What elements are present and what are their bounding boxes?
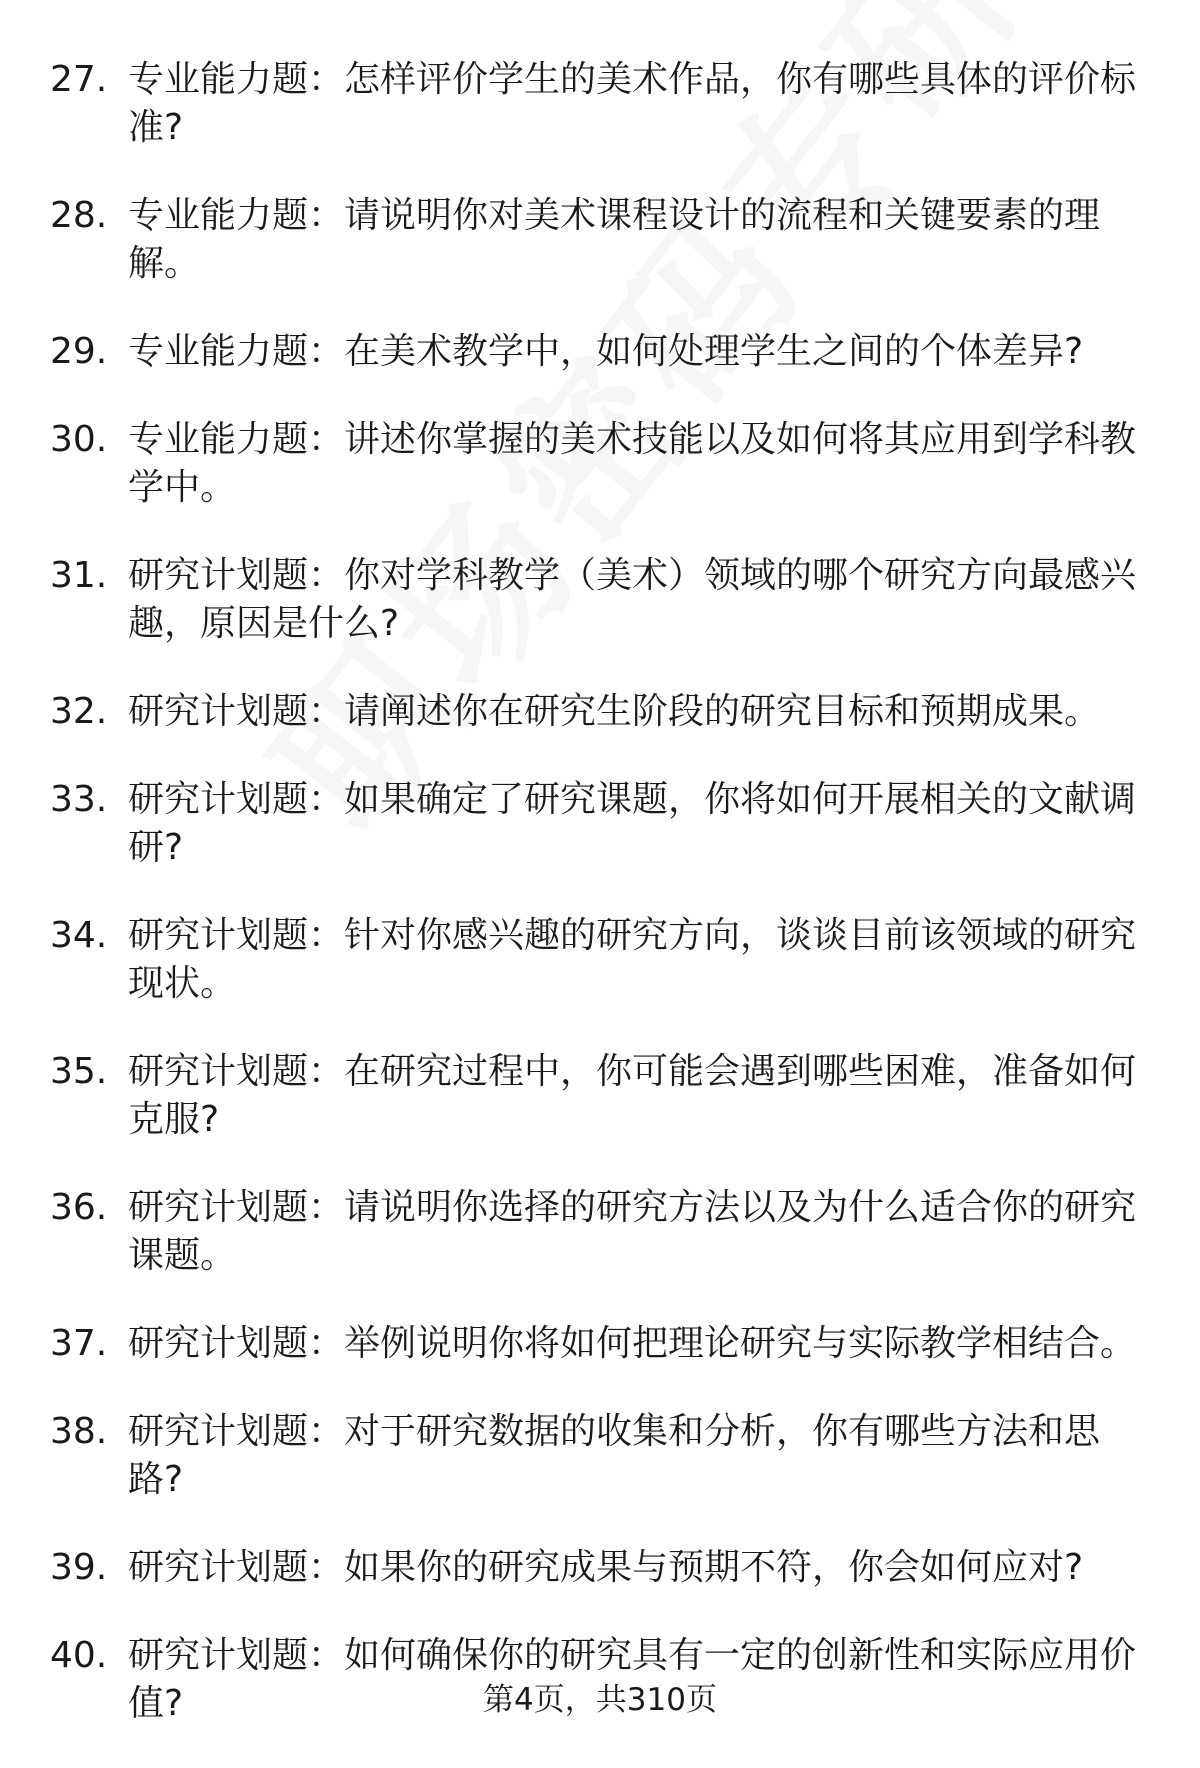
question-number: 32.: [50, 691, 108, 732]
question-text: 研究计划题：如何确保你的研究具有一定的创新性和实际应用价值?: [128, 1635, 1137, 1724]
question-item: [0, 1544, 1200, 1592]
question-text: 研究计划题：请说明你选择的研究方法以及为什么适合你的研究课题。: [128, 1187, 1137, 1276]
question-list: [0, 56, 1200, 1768]
question-item: [0, 1408, 1200, 1504]
page-footer: 第4页，共310页: [483, 1682, 717, 1718]
question-number: 31.: [50, 555, 108, 596]
question-text: 研究计划题：针对你感兴趣的研究方向，谈谈目前该领域的研究现状。: [128, 915, 1137, 1004]
question-item: [0, 552, 1200, 648]
question-number: 30.: [50, 419, 108, 460]
question-number: 37.: [50, 1323, 108, 1364]
question-number: 28.: [50, 195, 108, 236]
question-number: 34.: [50, 915, 108, 956]
question-text: 研究计划题：请阐述你在研究生阶段的研究目标和预期成果。: [128, 691, 1101, 732]
question-number: 29.: [50, 331, 108, 372]
question-item: [0, 776, 1200, 872]
question-text: 专业能力题：请说明你对美术课程设计的流程和关键要素的理解。: [128, 195, 1101, 284]
question-text: 专业能力题：怎样评价学生的美术作品，你有哪些具体的评价标准?: [128, 59, 1137, 148]
question-item: [0, 328, 1200, 376]
question-item: [0, 912, 1200, 1008]
question-item: [0, 1320, 1200, 1368]
question-text: 研究计划题：在研究过程中，你可能会遇到哪些困难，准备如何克服?: [128, 1051, 1137, 1140]
question-number: 36.: [50, 1187, 108, 1228]
question-text: 研究计划题：举例说明你将如何把理论研究与实际教学相结合。: [128, 1323, 1137, 1364]
question-number: 27.: [50, 59, 108, 100]
question-text: 研究计划题：你对学科教学（美术）领域的哪个研究方向最感兴趣，原因是什么?: [128, 555, 1137, 644]
question-text: 研究计划题：如果你的研究成果与预期不符，你会如何应对?: [128, 1547, 1084, 1588]
question-item: [0, 1048, 1200, 1144]
question-number: 40.: [50, 1635, 108, 1676]
question-item: [0, 416, 1200, 512]
question-text: 研究计划题：对于研究数据的收集和分析，你有哪些方法和思路?: [128, 1411, 1101, 1500]
question-item: [0, 56, 1200, 152]
question-item: [0, 1184, 1200, 1280]
question-number: 35.: [50, 1051, 108, 1092]
question-number: 38.: [50, 1411, 108, 1452]
question-text: 专业能力题：讲述你掌握的美术技能以及如何将其应用到学科教学中。: [128, 419, 1137, 508]
question-item: [0, 688, 1200, 736]
question-item: [0, 192, 1200, 288]
question-number: 33.: [50, 779, 108, 820]
question-text: 专业能力题：在美术教学中，如何处理学生之间的个体差异?: [128, 331, 1084, 372]
question-text: 研究计划题：如果确定了研究课题，你将如何开展相关的文献调研?: [128, 779, 1137, 868]
question-number: 39.: [50, 1547, 108, 1588]
